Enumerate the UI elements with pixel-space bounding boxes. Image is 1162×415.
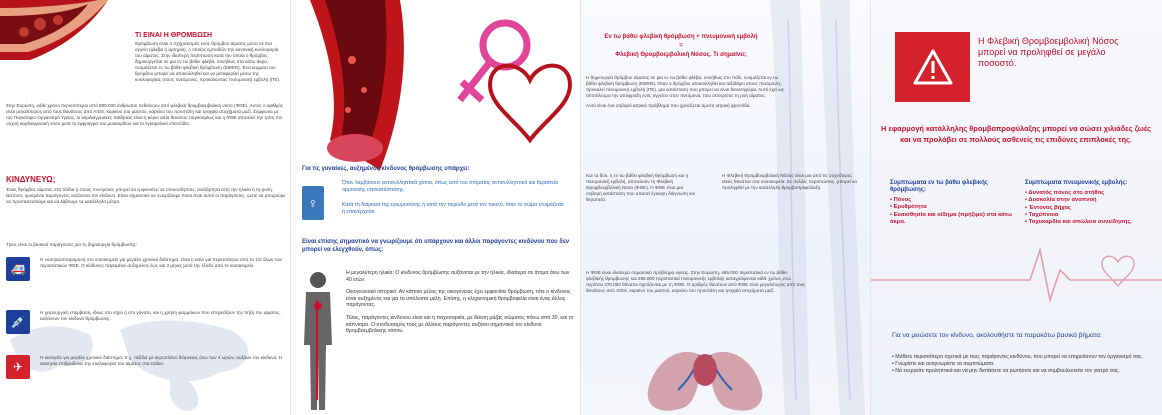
vte-header (586, 33, 776, 60)
pe-symptoms-title: Συμπτώματα πνευμονικής εμβολής: (1025, 180, 1128, 186)
fold-line (580, 0, 581, 415)
vte-prevention-text: Η Φλεβική Θρομβοεμβολική Νόσος είναι μια από τις συχνότερες αιτίες θανάτου στα νοσοκομεία. Σε πολλές περιπτώσεις, μπορεί να προληφθεί με την κατάλληλη θρομβοπροφύλαξη. (722, 173, 857, 190)
symptom-item: • Ταχυκαρδία και απώλεια συνείδησης. (1025, 219, 1132, 226)
prevention-title: Η Φλεβική Θρομβοεμβολική Νόσος μπορεί να προληφθεί σε μεγάλο ποσοστό. (978, 36, 1119, 68)
vte-header-line2: Φλεβική Θρομβοεμβολική Νόσος. Τι σημαίνει; (615, 52, 747, 58)
symptom-item: • Ταχύπνοια (1025, 211, 1059, 218)
symptom-item: • Ευαισθησία και οίδημα (πρήξιμο) στα κάτω άκρα. (890, 211, 1013, 225)
risk-family-history: Οικογενειακό ιστορικό: Αν κάποιο μέλος της οικογένειας έχει εμφανίσει θρόμβωση, τότε ο κίνδυνος είναι αυξημένος και για τα υπόλοιπα μέλη. Επίσης, η κληρονομική θρομβοφιλία είναι ένας άλλος παράγοντας. (346, 289, 571, 309)
risk-reduction-title: Για να μειώσετε τον κίνδυνο, ακολουθήστε τα παρακάτω βασικά βήματα: (892, 332, 1102, 339)
blood-vessel-illustration (0, 0, 108, 60)
factor-hospital (6, 257, 286, 293)
human-body-icon (298, 270, 338, 415)
vte-definition: Η δημιουργία θρόμβου αίματος σε μια εν τω βάθει φλέβα, συνήθως στο πόδι, ονομάζεται εν τω βάθει φλεβική θρόμβωση (ΕΒΦΘ). Όταν ο θρόμβος αποκολληθεί και ταξιδέψει στους πνεύμονες, προκαλεί πνευμονική εμβολή (ΠΕ), μια κατάσταση που μπορεί να είναι θανατηφόρα. Αυτό έχει ως αποτέλεσμα την απόφραξη ενός αγγείου στον πνεύμονα, που αποτρέπει τη ροή αίματος. Αυτό είναι ένα σοβαρό ιατρικό πρόβλημα που χρειάζεται άμεση ιατρική φροντίδα. (586, 75, 785, 108)
other-risk-title: Είναι επίσης σημαντικό να γνωρίζουμε ότι υπάρχουν και άλλοι παράγοντες κινδύνου που δεν μπορεί να ελεγχθούν, όπως: (302, 239, 570, 253)
women-risk-box (302, 180, 572, 230)
vte-statistics-text: Η ΦΘΕ είναι ιδιαίτερα σημαντικό πρόβλημα υγείας. Στην Ευρώπη, 465.000 περιστατικά εν τω βάθει φλεβικής θρόμβωσης και 296.000 περιστατικά πνευμονικής εμβολής καταγράφονται κάθε χρόνο, ενώ περίπου 370.000 θάνατοι σχετίζονται με τη ΦΘΕ. Ο αριθμός θανάτων από ΦΘΕ είναι μεγαλύτερος από τους θανάτους από AIDS, καρκίνο του μαστού, καρκίνο του προστάτη και τροχαία ατυχήματα μαζί. (586, 270, 806, 293)
risk-reduction-list (892, 354, 1152, 375)
other-risk-list (346, 270, 574, 341)
dvt-symptoms (890, 180, 1020, 226)
list-item: • Μάθετε περισσότερα σχετικά με τους παράγοντες κινδύνου, που μπορεί να επηρεάσουν τον οργανισμό σας. (892, 354, 1144, 360)
risk-obesity: Τέλος, παράγοντες κινδύνου είναι και η παχυσαρκία, με δείκτη μάζας σώματος πάνω από 30, και το κάπνισμα. Ο συνδυασμός τους με άλλους παράγοντες αυξάνει σημαντικά τον κίνδυνο θρομβοεμβολικής νόσου. (346, 314, 574, 335)
panel-prevention (870, 0, 1162, 415)
women-risk-title: Για τις γυναίκες, αυξημένος κίνδυνος θρόμβωσης υπάρχει: (302, 166, 470, 172)
dvt-symptoms-title: Συμπτώματα εν τω βάθει φλεβικής θρόμβωσης: (890, 180, 988, 193)
symptom-item: • Έντονος βήχας (1025, 204, 1071, 211)
warning-box (895, 32, 970, 102)
vte-components-text: Και τα δύο, η εν τω βάθει φλεβική θρόμβωση και η πνευμονική εμβολή, αποτελούν τη Φλεβική Θρομβοεμβολική Νόσο (ΦΘΕ). Η ΦΘΕ είναι μια σοβαρή κατάσταση που απαιτεί έγκαιρη διάγνωση και θεραπεία. (586, 173, 696, 202)
danger-text: Ένας θρόμβος αίματος στα πόδια ή στους πνεύμονες μπορεί να εμφανιστεί σε οποιονδήποτε, ανεξάρτητα από την ηλικία ή τη φυλή. Ωστόσο, ορισμένοι παράγοντες αυξάνουν τον κίνδυνο. Είναι σημαντικό να γνωρίζουμε ποιοι είναι αυτοί οι παράγοντες, ώστε να μπορούμε να προστατευτούμε και να λάβουμε τα κατάλληλα μέτρα. (6, 187, 286, 204)
symptom-item: • Δυσκολία στην αναπνοή (1025, 197, 1097, 204)
women-risk-pregnancy: Κατά τη διάρκεια της εγκυμοσύνης ή κατά την περίοδο μετά τον τοκετό, όταν το σώμα ετοιμάζεται ή επανέρχεται. (342, 202, 564, 215)
intro-text: Θρόμβωση είναι ο σχηματισμός ενός θρόμβου αίματος μέσα σε ένα αγγείο (φλέβα ή αρτηρία), ο οποίος εμποδίζει την κανονική κυκλοφορία του αίματος. Στην ιδιαίτερη περίπτωση κατά την οποία ο θρόμβος δημιουργείται σε μια εν τω βάθει φλέβα, συνήθως στα κάτω άκρα, ονομάζεται εν τω βάθει φλεβική θρόμβωση (ΕΒΦΘ). Ένα κομμάτι του θρόμβου μπορεί να αποκολληθεί και να μεταφερθεί μέσω της κυκλοφορίας στους πνεύμονες, προκαλώντας πνευμονική εμβολή (ΠΕ). (135, 41, 281, 82)
factor-travel (6, 355, 286, 391)
vte-header-line1: Εν τω βάθει φλεβική θρόμβωση + πνευμονική εμβολή (604, 34, 758, 40)
list-item: • Γνωρίστε και αναγνωρίστε τα συμπτώματα. (892, 361, 995, 367)
symptom-item: • Δυνατός πόνος στο στήθος (1025, 190, 1105, 196)
women-risk-contraceptives: Όταν λαμβάνουν αντισυλληπτικά χάπια, όπως από του στόματος αντισυλληπτικά και θεραπεία ορμονικής υποκατάστασης. (342, 180, 558, 193)
gender-heart-icon (420, 0, 580, 160)
ambulance-icon: 🚑 (6, 257, 30, 281)
symptom-item: • Ερυθρότητα (890, 204, 927, 211)
factor-text: Η χειρουργική επέμβαση, ιδίως στο ισχίο ή στο γόνατο, και η χρήση φαρμάκων που επηρεάζουν την πήξη του αίματος, αυξάνουν τον κίνδυνο θρόμβωσης. (40, 310, 281, 321)
vte-header-equals: = (679, 43, 683, 49)
body-text: Στην Ευρώπη, κάθε χρόνο περισσότεροι από 500.000 άνθρωποι πεθαίνουν από φλεβική θρομβοεμβολική νόσο (ΦΘΕ). Αυτός ο αριθμός είναι μεγαλύτερος από τους θανάτους από AIDS, καρκίνο του μαστού, καρκίνο του προστάτη και τροχαία ατυχήματα μαζί. Σύμφωνα με τον Παγκόσμιο Οργανισμό Υγείας, οι καρδιαγγειακές παθήσεις είναι η κύρια αιτία θανάτου παγκοσμίως και η ΦΘΕ αποτελεί την τρίτη πιο συχνή καρδιαγγειακή νόσο μετά το έμφραγμα του μυοκαρδίου και το εγκεφαλικό επεισόδιο. (6, 103, 284, 126)
panel-vte-meaning (580, 0, 870, 415)
airplane-icon: ✈ (6, 355, 30, 379)
list-item: • Να ενεργείτε προληπτικά και να μην διστάσετε να ρωτήσετε και να συμβουλευτείτε τον γιατρό σας. (892, 368, 1120, 374)
factor-text: Η νοσηλεία/παραμονή στο νοσοκομείο για μεγάλο χρονικό διάστημα, είναι η αιτία για περισσότερα από το 1/3 όλων των περιστατικών ΦΘΕ. Ο κίνδυνος παραμένει αυξημένος έως και 3 μήνες μετά την έξοδο από το νοσοκομείο. (40, 257, 283, 268)
prevention-subtitle: Η εφαρμογή κατάλληλης θρομβοπροφύλαξης μπορεί να σώσει χιλιάδες ζωές και να προλάβει σε πολλούς ασθενείς τις επιδύνες επιπλοκές της. (880, 124, 1151, 144)
factor-surgery (6, 310, 286, 346)
panel-risk-factors (290, 0, 580, 415)
ecg-line-decoration (870, 240, 1162, 310)
danger-title: ΚΙΝΔΥΝΕΥΩ; (6, 175, 56, 184)
lungs-illustration (640, 315, 770, 415)
factors-intro: Τρεις είναι οι βασικοί παράγοντες για τη δημιουργία θρόμβωσης: (6, 242, 138, 247)
fold-line (290, 0, 291, 415)
woman-icon: ♀ (302, 186, 324, 220)
risk-age: Η μεγαλύτερη ηλικία: Ο κίνδυνος θρόμβωσης αυξάνεται με την ηλικία, ιδιαίτερα σε άτομα άνω των 40 ετών. (346, 270, 570, 283)
pe-symptoms (1025, 180, 1155, 226)
fold-line (870, 0, 871, 415)
warning-triangle-icon (913, 49, 953, 85)
section-title: ΤΙ ΕΙΝΑΙ Η ΘΡΟΜΒΩΣΗ (135, 32, 213, 39)
panel-what-is-thrombosis (0, 0, 290, 415)
syringe-icon: 💉 (6, 310, 30, 334)
factor-text: Η ακινησία για μεγάλο χρονικό διάστημα, π.χ. ταξίδια με αεροπλάνο διάρκειας άνω των 4 ωρών, αυξάνει τον κίνδυνο. Η ακινησία επιβραδύνει την κυκλοφορία του αίματος στα πόδια. (40, 355, 283, 366)
symptom-item: • Πόνος (890, 197, 912, 203)
